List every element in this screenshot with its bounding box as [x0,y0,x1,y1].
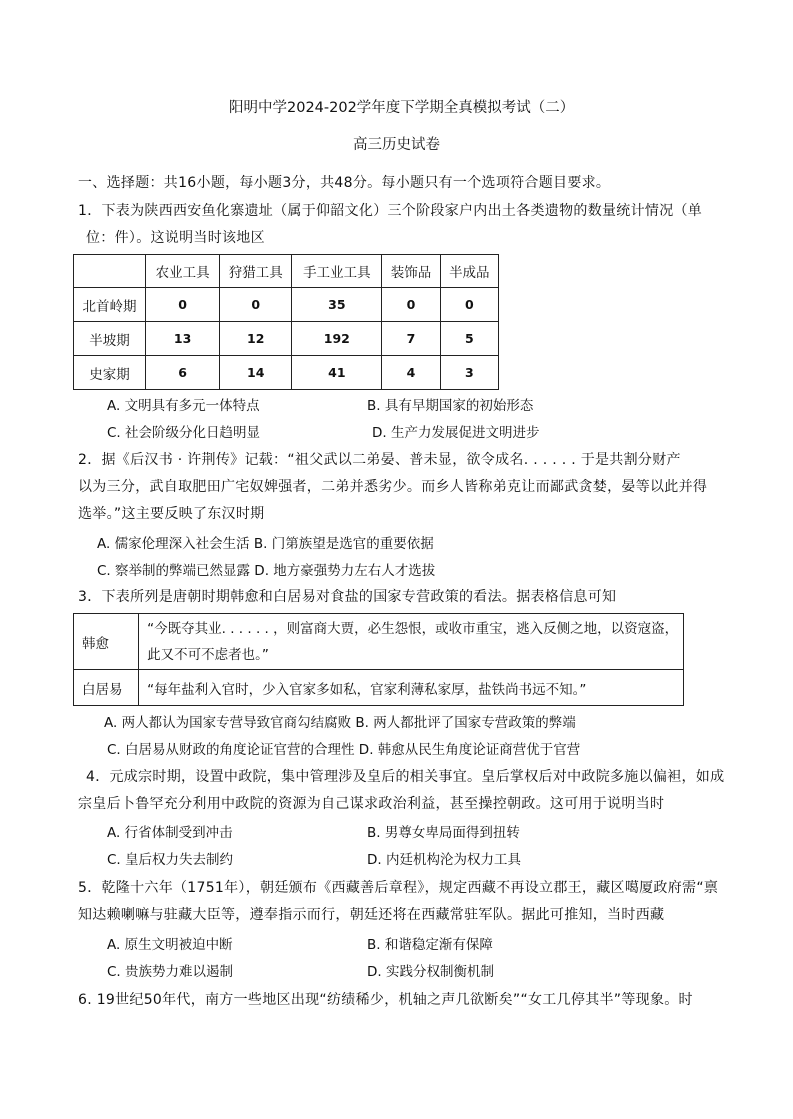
q6-stem-line1: 6. 19世纪50年代，南方一些地区出现“纺绩稀少，机轴之声几欲断矣”“女工几停其半”等现象。时 [78,992,693,1008]
table-header-cell: 农业工具 [146,255,220,288]
table-cell: 半坡期 [74,322,146,356]
table-cell: 5 [440,322,498,356]
table-cell: 0 [146,288,220,322]
q5-option-b[interactable]: B. 和谐稳定渐有保障 [367,937,493,953]
q3-stem-line1: 3．下表所列是唐朝时期韩愈和白居易对食盐的国家专营政策的看法。据表格信息可知 [78,589,617,605]
q2-options-cd[interactable]: C. 察举制的弊端已然显露 D. 地方豪强势力左右人才选拔 [97,563,436,579]
q3-options-ab[interactable]: A. 两人都认为国家专营导致官商勾结腐败 B. 两人都批评了国家专营政策的弊端 [104,715,576,731]
table-row [74,356,499,390]
q3-quote-table [73,613,684,706]
table-cell: 41 [292,356,382,390]
q2-stem-line3: 选举。”这主要反映了东汉时期 [78,506,265,522]
table-cell: 13 [146,322,220,356]
q2-stem-line1: 2．据《后汉书 · 许荆传》记载：“祖父武以二弟晏、普未显，欲令成名. . . . . . 于是共割分财产 [78,452,681,468]
q1-option-c[interactable]: C. 社会阶级分化日趋明显 [107,425,261,441]
table-header-cell: 半成品 [440,255,498,288]
exam-title: 阳明中学2024-202学年度下学期全真模拟考试（二） [229,100,575,116]
q5-option-a[interactable]: A. 原生文明被迫中断 [107,937,233,953]
q1-stem-line1: 1．下表为陕西西安鱼化寨遗址（属于仰韶文化）三个阶段家户内出土各类遗物的数量统计情况（单 [78,203,703,219]
q1-option-a[interactable]: A. 文明具有多元一体特点 [107,398,260,414]
q5-stem-line2: 知达赖喇嘛与驻藏大臣等，遵奉指示而行，朝廷还将在西藏常驻军队。据此可推知，当时西藏 [78,907,665,923]
table-cell: 0 [382,288,440,322]
q4-stem-line1: 4．元成宗时期，设置中政院，集中管理涉及皇后的相关事宜。皇后掌权后对中政院多施以偏袒，如成 [86,769,725,785]
table-cell-name: 韩愈 [74,614,139,670]
table-row [74,288,499,322]
quote-line: “今既夺其业. . . . . . ，则富商大贾，必生怨恨，或收市重宝，逃入反侧之地，以资寇盗， [147,620,679,637]
q4-option-d[interactable]: D. 内廷机构沦为权力工具 [367,852,521,868]
table-header-cell: 手工业工具 [292,255,382,288]
table-cell: 4 [382,356,440,390]
table-cell-quote: “每年盐利入官时，少入官家多如私，官家利薄私家厚，盐铁尚书远不知。” [139,670,684,706]
q5-option-c[interactable]: C. 贵族势力难以遏制 [107,964,234,980]
q4-option-c[interactable]: C. 皇后权力失去制约 [107,852,234,868]
q5-stem-line1: 5．乾隆十六年（1751年），朝廷颁布《西藏善后章程》，规定西藏不再设立郡王，藏区噶厦政府需“禀 [78,880,719,896]
table-header-cell: 狩猎工具 [220,255,292,288]
q5-option-d[interactable]: D. 实践分权制衡机制 [367,964,494,980]
table-cell: 192 [292,322,382,356]
quote-line: 此又不可不虑者也。” [147,646,269,663]
table-row [74,322,499,356]
table-cell-name: 白居易 [74,670,139,706]
table-cell: 3 [440,356,498,390]
table-header-cell [74,255,146,288]
table-cell: 35 [292,288,382,322]
q4-option-b[interactable]: B. 男尊女卑局面得到扭转 [367,825,520,841]
q1-option-b[interactable]: B. 具有早期国家的初始形态 [367,398,534,414]
exam-subtitle: 高三历史试卷 [353,137,440,153]
table-row [74,614,684,670]
q1-stem-line2: 位：件）。这说明当时该地区 [86,230,265,246]
table-cell: 12 [220,322,292,356]
table-cell: 史家期 [74,356,146,390]
table-row [74,670,684,706]
table-cell: 6 [146,356,220,390]
table-cell: 7 [382,322,440,356]
table-header-cell: 装饰品 [382,255,440,288]
table-cell: 北首岭期 [74,288,146,322]
q3-options-cd[interactable]: C. 白居易从财政的角度论证官营的合理性 D. 韩愈从民生角度论证商营优于官营 [107,742,581,758]
q4-stem-line2: 宗皇后卜鲁罕充分利用中政院的资源为自己谋求政治利益，甚至操控朝政。这可用于说明当时 [78,796,665,812]
q2-stem-line2: 以为三分，武自取肥田广宅奴婢强者，二弟并悉劣少。而乡人皆称弟克让而鄙武贪婪，晏等以此并得 [78,479,708,495]
table-cell: 0 [440,288,498,322]
table-cell-quote [139,614,684,670]
section-heading: 一、选择题：共16小题，每小题3分，共48分。每小题只有一个选项符合题目要求。 [78,175,611,191]
q2-options-ab[interactable]: A. 儒家伦理深入社会生活 B. 门第族望是选官的重要依据 [97,536,434,552]
q4-option-a[interactable]: A. 行省体制受到冲击 [107,825,233,841]
table-cell: 14 [220,356,292,390]
table-header-row [74,255,499,288]
q1-option-d[interactable]: D. 生产力发展促进文明进步 [372,425,540,441]
q1-data-table [73,254,499,390]
table-cell: 0 [220,288,292,322]
